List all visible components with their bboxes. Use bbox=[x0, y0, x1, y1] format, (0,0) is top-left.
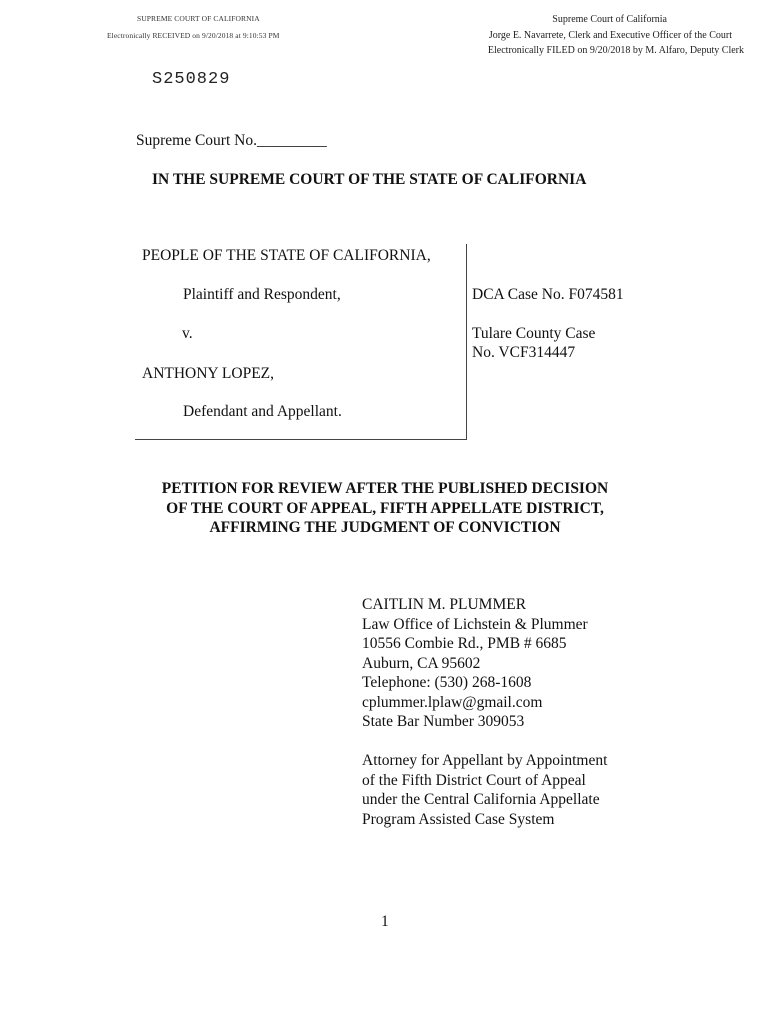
petition-title-line2: OF THE COURT OF APPEAL, FIFTH APPELLATE DISTRICT, bbox=[166, 499, 604, 517]
attorney-address1: 10556 Combie Rd., PMB # 6685 bbox=[362, 635, 567, 652]
attorney-block bbox=[362, 595, 607, 829]
versus-label: v. bbox=[182, 325, 193, 342]
filed-stamp-line3: Electronically FILED on 9/20/2018 by M. Alfaro, Deputy Clerk bbox=[487, 45, 744, 56]
petition-title bbox=[85, 479, 685, 538]
received-stamp-line2: Electronically RECEIVED on 9/20/2018 at 9:10:53 PM bbox=[107, 31, 280, 40]
county-case-line1: Tulare County Case bbox=[472, 325, 596, 342]
attorney-address2: Auburn, CA 95602 bbox=[362, 654, 481, 672]
defendant-role: Defendant and Appellant. bbox=[183, 403, 342, 420]
supreme-court-number-line: Supreme Court No._________ bbox=[136, 132, 327, 149]
appointment-line3: under the Central California Appellate bbox=[362, 791, 600, 808]
attorney-bar-number: State Bar Number 309053 bbox=[362, 713, 525, 730]
attorney-telephone: Telephone: (530) 268-1608 bbox=[362, 674, 532, 691]
dca-case-number: DCA Case No. F074581 bbox=[472, 286, 624, 303]
plaintiff-name: PEOPLE OF THE STATE OF CALIFORNIA, bbox=[142, 247, 431, 264]
petition-title-line3: AFFIRMING THE JUDGMENT OF CONVICTION bbox=[209, 519, 561, 536]
plaintiff-role: Plaintiff and Respondent, bbox=[183, 286, 341, 303]
county-case-line2: No. VCF314447 bbox=[472, 344, 576, 361]
attorney-email: cplummer.lplaw@gmail.com bbox=[362, 693, 543, 711]
appointment-line4: Program Assisted Case System bbox=[362, 810, 555, 828]
defendant-name: ANTHONY LOPEZ, bbox=[142, 365, 275, 382]
appointment-line1: Attorney for Appellant by Appointment bbox=[362, 752, 608, 769]
filed-stamp-line1: Supreme Court of California bbox=[552, 14, 667, 25]
docket-number: S250829 bbox=[152, 70, 231, 89]
page-number: 1 bbox=[381, 913, 389, 930]
filed-stamp-line2: Jorge E. Navarrete, Clerk and Executive Officer of the Court bbox=[488, 30, 732, 41]
court-heading: IN THE SUPREME COURT OF THE STATE OF CALIFORNIA bbox=[152, 171, 587, 188]
petition-title-line1: PETITION FOR REVIEW AFTER THE PUBLISHED DECISION bbox=[161, 480, 609, 497]
received-stamp-line1: SUPREME COURT OF CALIFORNIA bbox=[137, 14, 260, 23]
attorney-name: CAITLIN M. PLUMMER bbox=[362, 596, 527, 613]
attorney-firm: Law Office of Lichstein & Plummer bbox=[362, 615, 588, 633]
appointment-line2: of the Fifth District Court of Appeal bbox=[362, 771, 586, 789]
